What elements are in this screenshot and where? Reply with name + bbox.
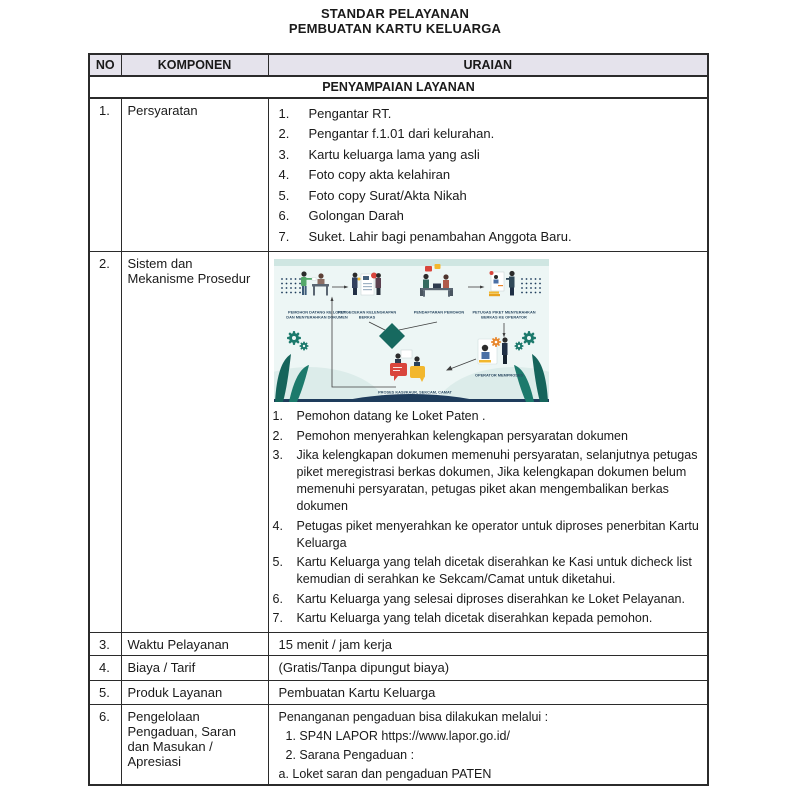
list-item [273, 447, 702, 515]
table-row-prosedur [89, 252, 708, 633]
item-text: Kartu Keluarga yang telah dicetak diserahkan ke Kasi untuk dicheck list kemudian di serahkan ke Sekcam/Camat untuk diketahui. [296, 555, 692, 586]
table-row-pengaduan [89, 704, 708, 785]
item-number: 1. [272, 409, 283, 423]
komponen-cell: Persyaratan [121, 98, 268, 252]
list-item [279, 106, 702, 122]
item-text: Foto copy Surat/Akta Nikah [308, 187, 467, 203]
uraian-line: Penanganan pengaduan bisa dilakukan melalui : [278, 709, 549, 724]
list-item [279, 167, 702, 183]
no-cell: 3. [89, 632, 121, 655]
item-number: 1. [278, 105, 290, 121]
list-item [279, 188, 702, 204]
operator-label: OPERATOR MEMPROSES [474, 372, 523, 378]
item-number: 4. [278, 167, 290, 182]
list-item [273, 428, 702, 445]
item-number: 4. [272, 518, 283, 533]
item-text: Jika kelengkapan dokumen memenuhi persyaratan, selanjutnya petugas piket meregistrasi berkas dokumen, Jika kelengkapan dokumen belum memenuhi persyaratan, petugas piket akan mengembalikan berkas dokumen [296, 448, 698, 513]
column-header-no: NO [89, 54, 121, 76]
step-label: PETUGAS PIKET MENYERAHKAN [471, 309, 536, 315]
item-number: 3. [272, 448, 283, 462]
item-number: 3. [278, 146, 290, 162]
no-cell: 6. [89, 704, 121, 785]
no-cell: 1. [89, 98, 121, 252]
komponen-cell: Produk Layanan [121, 680, 268, 704]
item-number: 2. [278, 126, 290, 141]
item-number: 5. [278, 187, 290, 203]
komponen-cell: Biaya / Tarif [121, 655, 268, 680]
item-text: Pengantar RT. [308, 105, 392, 121]
item-number: 7. [272, 611, 283, 625]
uraian-cell: 15 menit / jam kerja [268, 632, 708, 655]
column-header-komponen: KOMPONEN [121, 54, 268, 76]
table-row-biaya [89, 655, 708, 680]
no-cell: 4. [89, 655, 121, 680]
service-standard-table [88, 53, 709, 786]
list-item [273, 591, 702, 608]
table-row-produk [89, 680, 708, 704]
list-item [273, 610, 702, 627]
item-text: Pemohon datang ke Loket Paten . [296, 409, 486, 423]
list-item [273, 518, 702, 552]
list-item [279, 229, 702, 245]
komponen-cell: Pengelolaan Pengaduan, Saran dan Masukan / Apresiasi [121, 704, 268, 785]
step-label: PEMOHON DATANG KE LOKET [287, 309, 346, 315]
step-label: DAN MENYERAHKAN DOKUMEN [285, 314, 348, 320]
item-text: Kartu Keluarga yang selesai diproses diserahkan ke Loket Pelayanan. [296, 591, 685, 606]
item-number: 6. [272, 591, 283, 606]
step-label: BERKAS KE OPERATOR [480, 314, 527, 320]
list-item [273, 554, 702, 588]
no-cell: 5. [89, 680, 121, 704]
item-text: Golongan Darah [308, 208, 404, 223]
section-row [89, 76, 708, 98]
list-item [279, 147, 702, 163]
item-text: Pengantar f.1.01 dari kelurahan. [308, 126, 495, 141]
uraian-line: 2. Sarana Pengaduan : [285, 747, 415, 762]
scene-check-documents [352, 273, 381, 296]
table-row-persyaratan [89, 98, 708, 252]
uraian-cell: (Gratis/Tanpa dipungut biaya) [268, 655, 708, 680]
list-item [279, 208, 702, 224]
operator-scene [478, 337, 508, 364]
item-number: 5. [272, 555, 283, 569]
section-title: PENYAMPAIAN LAYANAN [89, 76, 708, 98]
persyaratan-list [279, 106, 702, 245]
no-cell: 2. [89, 252, 121, 633]
item-text: Pemohon menyerahkan kelengkapan persyaratan dokumen [296, 428, 628, 443]
step-label: PENGECEKAN KELENGKAPAN [337, 309, 396, 315]
uraian-cell: Pembuatan Kartu Keluarga [268, 680, 708, 704]
item-text: Kartu Keluarga yang telah dicetak diserahkan kepada pemohon. [296, 611, 653, 625]
step-label: PENDAFTARAN PEMOHON [413, 309, 464, 315]
prosedur-list [273, 408, 702, 627]
item-number: 6. [278, 208, 290, 223]
item-text: Petugas piket menyerahkan ke operator untuk diproses penerbitan Kartu Keluarga [296, 518, 699, 550]
pengaduan-lines [279, 707, 702, 782]
process-label: PROSES KASI/KAUR, SEKCAM, CAMAT [377, 389, 452, 395]
item-number: 7. [278, 228, 290, 244]
uraian-line: 1. SP4N LAPOR https://www.lapor.go.id/ [285, 728, 510, 743]
komponen-cell: Waktu Pelayanan [121, 632, 268, 655]
item-text: Suket. Lahir bagi penambahan Anggota Baru. [308, 228, 572, 244]
item-text: Foto copy akta kelahiran [308, 167, 451, 182]
list-item [273, 408, 702, 425]
komponen-cell: Sistem dan Mekanisme Prosedur [121, 252, 268, 633]
uraian-line: a. Loket saran dan pengaduan PATEN [278, 766, 492, 781]
step-label: BERKAS [358, 314, 375, 320]
procedure-flow-diagram [274, 259, 702, 405]
list-item [279, 126, 702, 142]
table-row-waktu [89, 632, 708, 655]
table-header-row [89, 54, 708, 76]
item-text: Kartu keluarga lama yang asli [308, 146, 480, 162]
page-title-line2: PEMBUATAN KARTU KELUARGA [288, 20, 502, 36]
flow-diagram-illustration [274, 259, 549, 402]
item-number: 2. [272, 428, 283, 443]
page-title-line1: STANDAR PELAYANAN [320, 6, 470, 21]
page-title [0, 0, 790, 36]
column-header-uraian: URAIAN [268, 54, 708, 76]
